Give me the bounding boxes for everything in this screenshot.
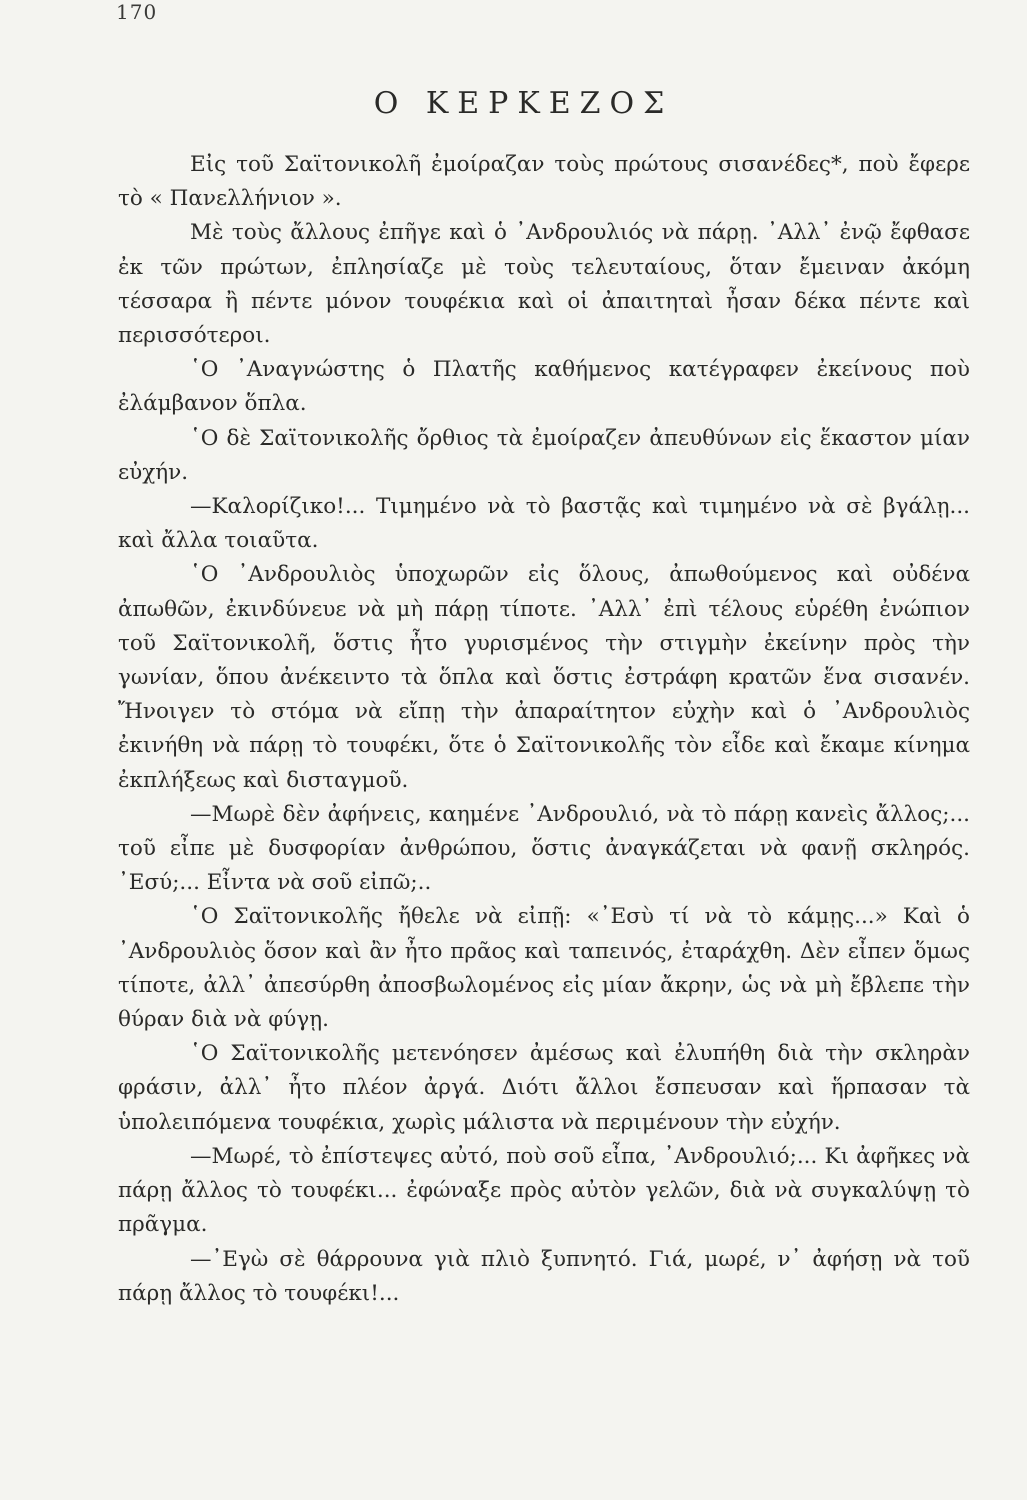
paragraph: ῾Ο Σαϊτονικολῆς ἤθελε νὰ εἰπῇ: «᾿Εσὺ τί νὰ τὸ κάμῃς...» Καὶ ὁ ᾿Ανδρουλιὸς ὅσον καὶ ἂν ἦτο πρᾶος καὶ ταπεινός, ἐταράχθη. Δὲν εἶπεν ὅμως τίποτε, ἀλλ᾽ ἀπεσύρθη ἀποσβωλομένος εἰς μίαν ἄκρην, ὡς νὰ μὴ ἔβλεπε τὴν θύραν διὰ νὰ φύγῃ. [118, 904, 970, 1033]
paragraph: Εἰς τοῦ Σαϊτονικολῆ ἐμοίραζαν τοὺς πρώτους σισανέδες*, ποὺ ἔφερε τὸ « Πανελλήνιον ». [118, 152, 970, 212]
page-number: 170 [116, 0, 158, 24]
paragraph: —Μωρὲ δὲν ἀφήνεις, καημένε ᾿Ανδρουλιό, νὰ τὸ πάρῃ κανεὶς ἄλλος;... τοῦ εἶπε μὲ δυσφορίαν ἀνθρώπου, ὅστις ἀναγκάζεται νὰ φανῇ σκληρός. ᾿Εσύ;... Εἶντα νὰ σοῦ εἰπῶ;.. [118, 801, 970, 896]
paragraph: ῾Ο Σαϊτονικολῆς μετενόησεν ἀμέσως καὶ ἐλυπήθη διὰ τὴν σκληρὰν φράσιν, ἀλλ᾽ ἦτο πλέον ἀργά. Διότι ἄλλοι ἔσπευσαν καὶ ἥρπασαν τὰ ὑπολειπόμενα τουφέκια, χωρὶς μάλιστα νὰ περιμένουν τὴν εὐχήν. [118, 1041, 970, 1135]
paragraph: ῾Ο ᾿Ανδρουλιὸς ὑποχωρῶν εἰς ὅλους, ἀπωθούμενος καὶ οὐδένα ἀπωθῶν, ἐκινδύνευε νὰ μὴ πάρῃ τίποτε. ᾿Αλλ᾽ ἐπὶ τέλους εὑρέθη ἐνώπιον τοῦ Σαϊτονικολῆ, ὅστις ἦτο γυρισμένος τὴν στιγμὴν ἐκείνην πρὸς τὴν γωνίαν, ὅπου ἀνέκειντο τὰ ὅπλα καὶ ὅστις ἐστράφη κρατῶν ἕνα σισανέν. Ἤνοιγεν τὸ στόμα νὰ εἴπῃ τὴν ἀπαραίτητον εὐχὴν καὶ ὁ ᾿Ανδρουλιὸς ἐκινήθη νὰ πάρῃ τὸ τουφέκι, ὅτε ὁ Σαϊτονικολῆς τὸν εἶδε καὶ ἔκαμε κίνημα ἐκπλήξεως καὶ δισταγμοῦ. [118, 562, 970, 793]
paragraph: ῾Ο ᾿Αναγνώστης ὁ Πλατῆς καθήμενος κατέγραφεν ἐκείνους ποὺ ἐλάμβανον ὅπλα. [118, 357, 970, 417]
paragraph: —᾿Εγὼ σὲ θάρρουνα γιὰ πλιὸ ξυπνητό. Γιά, μωρέ, ν᾽ ἀφήσῃ νὰ τοῦ πάρῃ ἄλλος τὸ τουφέκι!... [118, 1246, 970, 1306]
paragraph: —Μωρέ, τὸ ἐπίστεψες αὐτό, ποὺ σοῦ εἶπα, ᾿Ανδρουλιό;... Κι ἀφῆκες νὰ πάρῃ ἄλλος τὸ τουφέκι... ἐφώναξε πρὸς αὐτὸν γελῶν, διὰ νὰ συγκαλύψῃ τὸ πρᾶγμα. [118, 1143, 970, 1238]
paragraph: —Καλορίζικο!... Τιμημένο νὰ τὸ βαστᾷς καὶ τιμημένο νὰ σὲ βγάλῃ... καὶ ἄλλα τοιαῦτα. [118, 494, 970, 554]
chapter-title: Ο ΚΕΡΚΕΖΟΣ [373, 86, 674, 122]
paragraph: ῾Ο δὲ Σαϊτονικολῆς ὄρθιος τὰ ἐμοίραζεν ἀπευθύνων εἰς ἕκαστον μίαν εὐχήν. [118, 425, 970, 485]
body-text [118, 148, 970, 1311]
paragraph: Μὲ τοὺς ἄλλους ἐπῆγε καὶ ὁ ᾿Ανδρουλιός νὰ πάρῃ. ᾿Αλλ᾽ ἐνῷ ἔφθασε ἐκ τῶν πρώτων, ἐπλησίαζε μὲ τοὺς τελευταίους, ὅταν ἔμειναν ἀκόμη τέσσαρα ἢ πέντε μόνον τουφέκια καὶ οἱ ἀπαιτηταὶ ἦσαν δέκα πέντε καὶ περισσότεροι. [118, 220, 970, 349]
